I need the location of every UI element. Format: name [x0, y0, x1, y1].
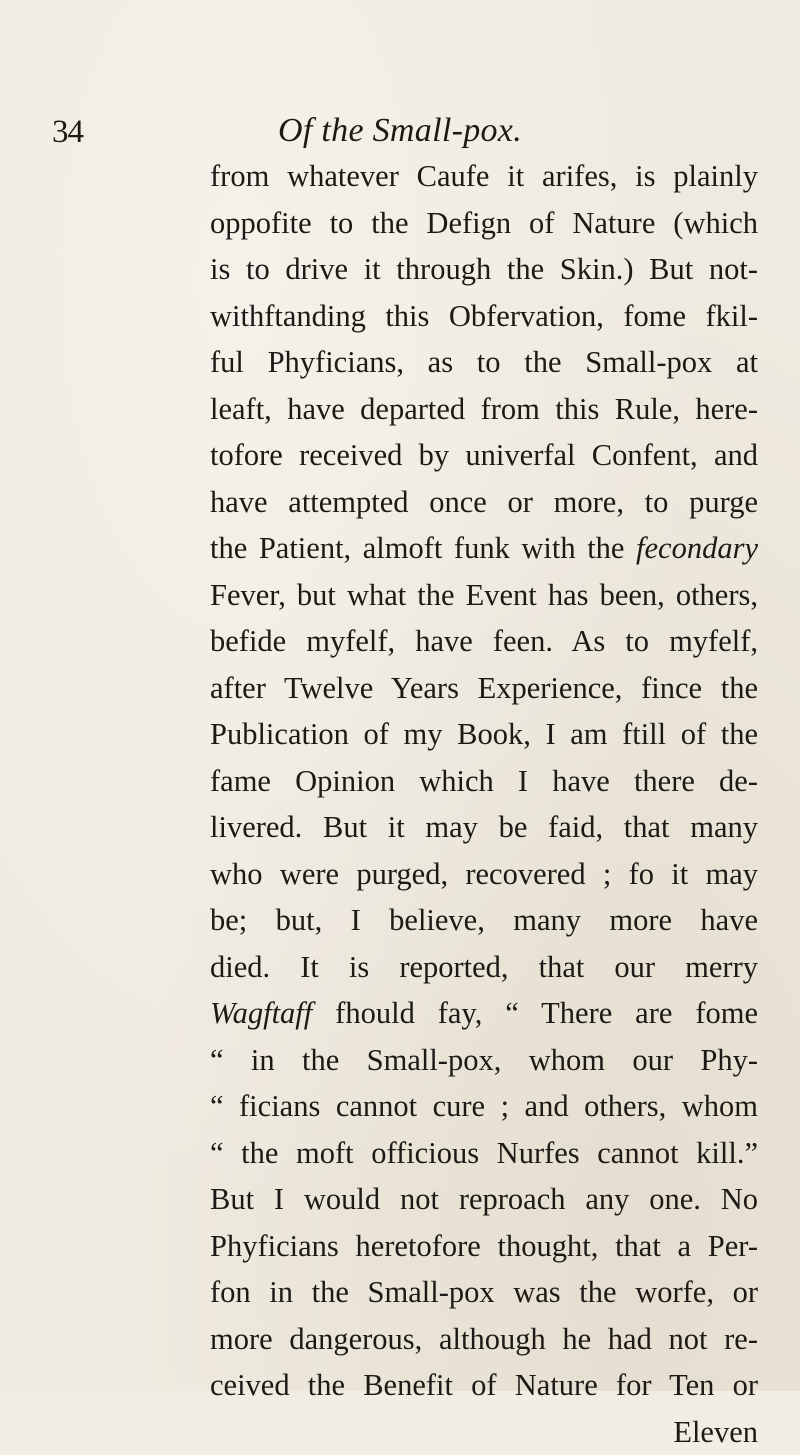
text-line: who were purged, recovered ; fo it may	[210, 851, 758, 898]
text-line: ful Phyficians, as to the Small-pox at	[210, 339, 758, 386]
text-line: withftanding this Obfervation, fome fkil-	[210, 293, 758, 340]
page-number: 34	[52, 116, 83, 149]
text-line: livered. But it may be faid, that many	[210, 804, 758, 851]
text-line: Fever, but what the Event has been, others,	[210, 572, 758, 619]
text-line: ceived the Benefit of Nature for Ten or	[210, 1362, 758, 1409]
text-line: tofore received by univerfal Confent, and	[210, 432, 758, 479]
text-line: Phyficians heretofore thought, that a Per-	[210, 1223, 758, 1270]
text-line: But I would not reproach any one. No	[210, 1176, 758, 1223]
text-line: oppofite to the Defign of Nature (which	[210, 200, 758, 247]
body-text	[210, 153, 758, 1455]
text-line: from whatever Caufe it arifes, is plainly	[210, 153, 758, 200]
text-line: leaft, have departed from this Rule, here-	[210, 386, 758, 433]
text-line: be; but, I believe, many more have	[210, 897, 758, 944]
text-line: have attempted once or more, to purge	[210, 479, 758, 526]
text-line: after Twelve Years Experience, fince the	[210, 665, 758, 712]
text-line: “ the moft officious Nurfes cannot kill.”	[210, 1130, 758, 1177]
text-line: Wagftaff fhould fay, “ There are fome	[210, 990, 758, 1037]
text-line: Publication of my Book, I am ftill of the	[210, 711, 758, 758]
text-line: befide myfelf, have feen. As to myfelf,	[210, 618, 758, 665]
text-line: the Patient, almoft funk with the fecondary	[210, 525, 758, 572]
text-line: fon in the Small-pox was the worfe, or	[210, 1269, 758, 1316]
catchword: Eleven	[210, 1409, 758, 1455]
text-line: more dangerous, although he had not re-	[210, 1316, 758, 1363]
text-line: is to drive it through the Skin.) But not-	[210, 246, 758, 293]
text-line: fame Opinion which I have there de-	[210, 758, 758, 805]
text-line: “ ficians cannot cure ; and others, whom	[210, 1083, 758, 1130]
text-line: “ in the Small-pox, whom our Phy-	[210, 1037, 758, 1084]
running-title: Of the Small-pox.	[0, 114, 800, 148]
text-line: died. It is reported, that our merry	[210, 944, 758, 991]
